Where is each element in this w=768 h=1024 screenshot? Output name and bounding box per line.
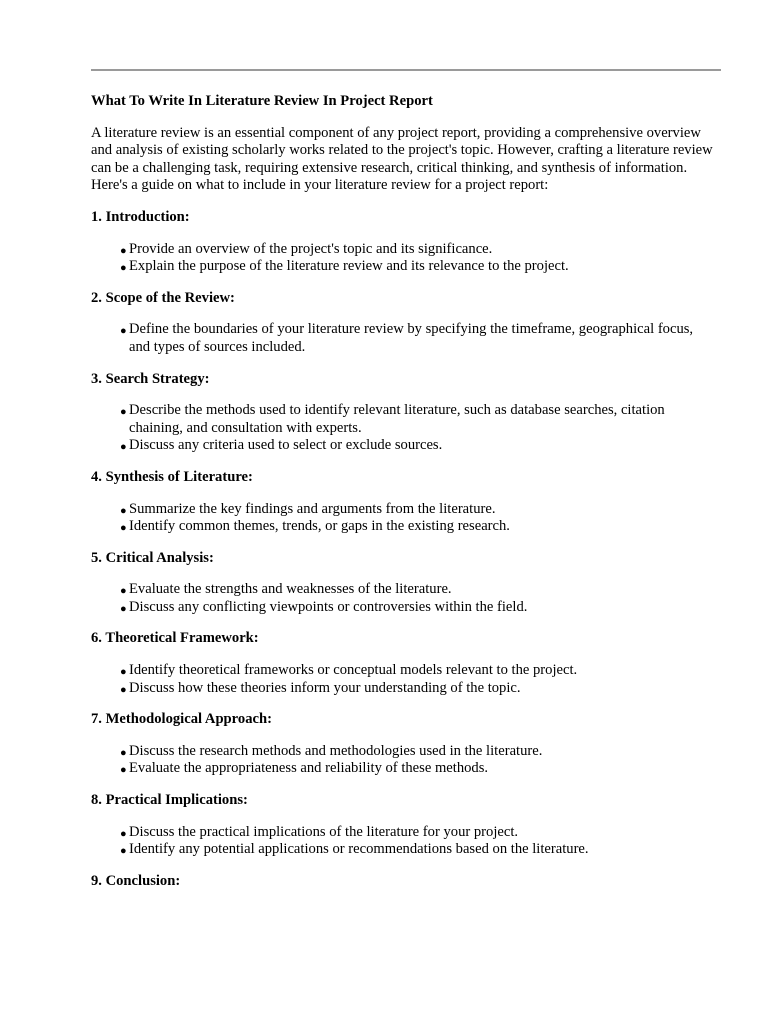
list-item-text: Identify theoretical frameworks or conceptual models relevant to the project. bbox=[129, 662, 578, 679]
list-item-text: Identify any potential applications or recommendations based on the literature. bbox=[129, 841, 589, 858]
document-title: What To Write In Literature Review In Project Report bbox=[91, 93, 433, 109]
list-item bbox=[120, 760, 715, 778]
sections-container bbox=[91, 209, 715, 890]
bullet-list bbox=[91, 402, 715, 455]
section-heading: 8. Practical Implications: bbox=[91, 792, 248, 809]
bullet-icon: ● bbox=[120, 262, 127, 275]
list-item bbox=[120, 598, 715, 617]
bullet-icon: ● bbox=[120, 746, 127, 759]
section-heading: 1. Introduction: bbox=[91, 208, 190, 225]
bullet-list bbox=[91, 581, 715, 616]
list-item bbox=[120, 258, 715, 276]
list-item-text: Identify common themes, trends, or gaps in the existing research. bbox=[129, 518, 510, 535]
bullet-icon: ● bbox=[120, 827, 127, 840]
bullet-list bbox=[91, 824, 715, 859]
bullet-icon: ● bbox=[120, 325, 127, 338]
list-item-text: Describe the methods used to identify relevant literature, such as database searches, citation chaining, and consultation with experts. bbox=[129, 402, 665, 436]
section-heading: 7. Methodological Approach: bbox=[91, 711, 272, 728]
list-item-text: Define the boundaries of your literature review by specifying the timeframe, geographical focus, and types of sources included. bbox=[129, 321, 694, 355]
list-item bbox=[120, 437, 715, 455]
list-item-text: Provide an overview of the project's topic and its significance. bbox=[129, 240, 493, 257]
document-body bbox=[91, 90, 715, 890]
bullet-icon: ● bbox=[120, 406, 127, 419]
list-item bbox=[120, 841, 715, 859]
list-item-text: Discuss any conflicting viewpoints or controversies within the field. bbox=[129, 598, 528, 615]
bullet-icon: ● bbox=[120, 244, 127, 257]
bullet-icon: ● bbox=[120, 585, 127, 598]
bullet-list bbox=[91, 501, 715, 536]
list-item-text: Discuss how these theories inform your understanding of the topic. bbox=[129, 679, 521, 696]
section-heading: 6. Theoretical Framework: bbox=[91, 630, 259, 647]
list-item bbox=[120, 402, 715, 437]
list-item bbox=[120, 662, 715, 680]
list-item-text: Explain the purpose of the literature review and its relevance to the project. bbox=[129, 258, 569, 275]
bullet-icon: ● bbox=[120, 441, 127, 454]
bullet-list bbox=[91, 241, 715, 276]
list-item bbox=[120, 742, 715, 761]
list-item bbox=[120, 500, 715, 519]
bullet-icon: ● bbox=[120, 683, 127, 696]
list-item bbox=[120, 581, 715, 599]
top-divider bbox=[91, 69, 721, 71]
list-item-text: Discuss any criteria used to select or exclude sources. bbox=[129, 437, 443, 454]
list-item-text: Evaluate the appropriateness and reliability of these methods. bbox=[129, 760, 489, 777]
list-item-text: Summarize the key findings and arguments from the literature. bbox=[129, 500, 496, 517]
bullet-icon: ● bbox=[120, 666, 127, 679]
section-heading: 5. Critical Analysis: bbox=[91, 549, 214, 566]
list-item-text: Discuss the research methods and methodologies used in the literature. bbox=[129, 742, 543, 759]
bullet-icon: ● bbox=[120, 764, 127, 777]
list-item bbox=[120, 240, 715, 259]
section-heading: 4. Synthesis of Literature: bbox=[91, 468, 253, 485]
intro-paragraph: A literature review is an essential component of any project report, providing a comprehensive overview and analysis of existing scholarly works related to the project's topic. However, crafting a literature review can be a challenging task, requiring extensive research, critical thinking, and synthesis of information. Here's a guide on what to include in your literature review for a project report: bbox=[91, 124, 713, 194]
list-item bbox=[120, 679, 715, 698]
list-item-text: Discuss the practical implications of the literature for your project. bbox=[129, 823, 519, 840]
list-item bbox=[120, 518, 715, 536]
bullet-list bbox=[91, 321, 715, 356]
bullet-icon: ● bbox=[120, 845, 127, 858]
bullet-list bbox=[91, 743, 715, 778]
section-heading: 2. Scope of the Review: bbox=[91, 289, 235, 306]
bullet-icon: ● bbox=[120, 504, 127, 517]
bullet-list bbox=[91, 662, 715, 697]
bullet-icon: ● bbox=[120, 602, 127, 615]
list-item bbox=[120, 321, 715, 356]
list-item bbox=[120, 823, 715, 842]
bullet-icon: ● bbox=[120, 522, 127, 535]
list-item-text: Evaluate the strengths and weaknesses of the literature. bbox=[129, 581, 452, 598]
section-heading: 3. Search Strategy: bbox=[91, 370, 210, 387]
section-heading: 9. Conclusion: bbox=[91, 872, 181, 889]
